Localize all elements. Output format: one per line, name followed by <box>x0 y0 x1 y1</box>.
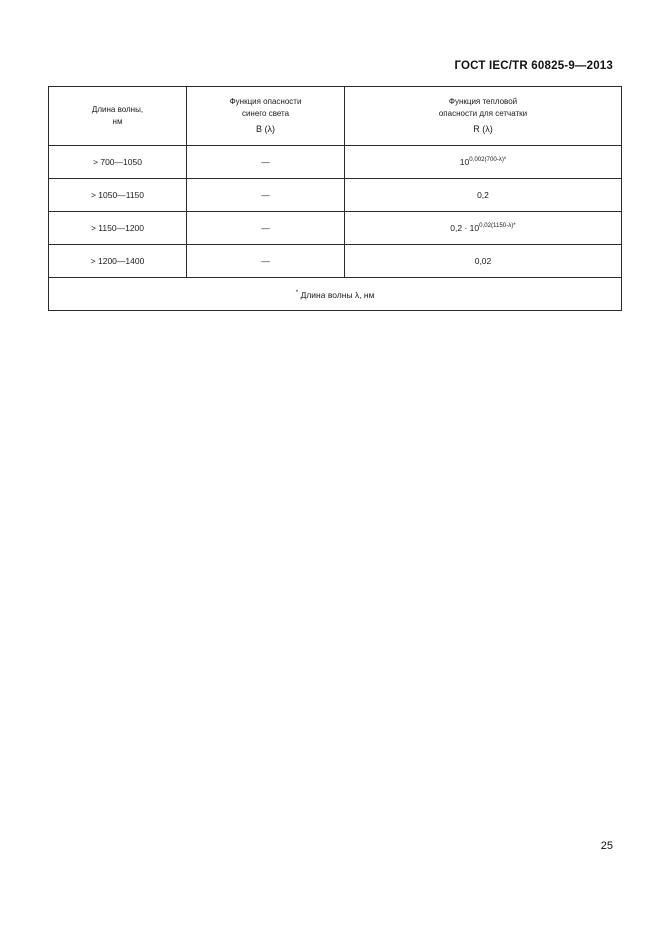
column-header-blue-light-symbol: B (λ) <box>256 123 275 134</box>
column-header-wavelength-line1: Длина волны, <box>91 105 144 115</box>
cell-retinal-thermal <box>345 179 622 212</box>
cell-retinal-exponent: 0,02(1150-λ)* <box>479 222 516 230</box>
cell-retinal-thermal <box>345 212 622 245</box>
table-row <box>49 179 622 212</box>
column-header-retinal-thermal <box>345 87 622 146</box>
cell-wavelength: > 1150—1200 <box>49 212 187 245</box>
column-header-blue-light-line1: Функция опасности <box>229 97 302 107</box>
table-body <box>49 146 622 311</box>
cell-wavelength: > 700—1050 <box>49 146 187 179</box>
table-footnote-cell <box>49 278 622 311</box>
cell-retinal-plain: 0,2 <box>477 190 489 200</box>
footnote-marker: * <box>295 288 299 296</box>
cell-retinal-thermal <box>345 245 622 278</box>
column-header-wavelength <box>49 87 187 146</box>
table-row <box>49 245 622 278</box>
cell-retinal-thermal <box>345 146 622 179</box>
table-footnote-row <box>49 278 622 311</box>
column-header-retinal-thermal-line2: опасности для сетчатки <box>438 108 528 118</box>
table-row <box>49 146 622 179</box>
footnote-text: Длина волны λ, нм <box>300 289 375 300</box>
table-header <box>49 87 622 146</box>
table-header-row <box>49 87 622 146</box>
page-number: 25 <box>600 840 613 852</box>
column-header-retinal-thermal-symbol: R (λ) <box>473 123 493 134</box>
column-header-wavelength-line2: нм <box>112 117 123 126</box>
cell-retinal-base: 0,2 · 10 <box>450 223 480 233</box>
cell-blue-light: — <box>187 212 345 245</box>
cell-wavelength: > 1200—1400 <box>49 245 187 278</box>
cell-blue-light: — <box>187 179 345 212</box>
column-header-blue-light <box>187 87 345 146</box>
cell-blue-light: — <box>187 146 345 179</box>
hazard-function-table <box>48 86 622 311</box>
column-header-blue-light-line2: синего света <box>241 108 290 118</box>
cell-retinal-exponent: 0,002(700-λ)* <box>469 156 507 164</box>
column-header-retinal-thermal-line1: Функция тепловой <box>448 97 518 107</box>
cell-retinal-base: 10 <box>459 157 470 167</box>
cell-wavelength: > 1050—1150 <box>49 179 187 212</box>
document-header-title: ГОСТ IEC/TR 60825-9—2013 <box>454 60 613 72</box>
cell-retinal-plain: 0,02 <box>474 256 492 266</box>
table-row <box>49 212 622 245</box>
hazard-function-table-wrapper <box>48 86 582 311</box>
cell-blue-light: — <box>187 245 345 278</box>
